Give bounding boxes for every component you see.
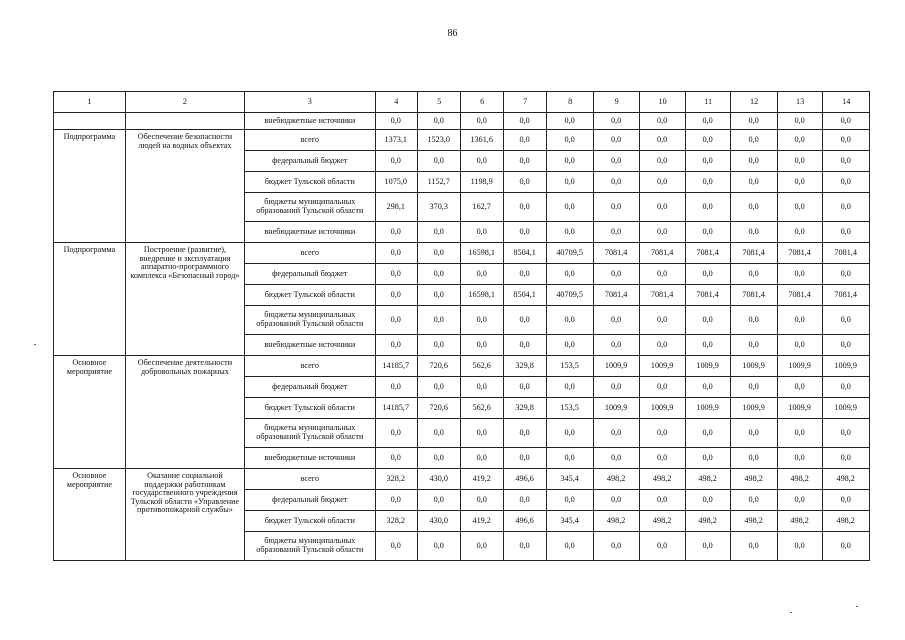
amount-cell: 16598,1 [461, 243, 503, 264]
amount-cell: 0,0 [823, 130, 870, 151]
amount-cell: 720,6 [417, 398, 460, 419]
amount-cell: 0,0 [823, 448, 870, 469]
amount-cell: 40709,5 [547, 285, 594, 306]
amount-cell: 0,0 [547, 448, 594, 469]
amount-cell: 0,0 [503, 151, 546, 172]
amount-cell: 0,0 [823, 151, 870, 172]
amount-cell: 496,6 [503, 469, 546, 490]
measure-type-cell: Основное мероприятие [54, 469, 126, 561]
amount-cell: 0,0 [417, 113, 460, 130]
amount-cell: 0,0 [777, 193, 823, 222]
amount-cell: 0,0 [375, 490, 417, 511]
column-header: 7 [503, 92, 546, 113]
amount-cell: 7081,4 [593, 285, 640, 306]
amount-cell: 0,0 [593, 335, 640, 356]
amount-cell: 329,8 [503, 398, 546, 419]
amount-cell: 0,0 [417, 285, 460, 306]
amount-cell: 0,0 [823, 419, 870, 448]
column-header: 6 [461, 92, 503, 113]
amount-cell: 0,0 [461, 377, 503, 398]
amount-cell: 0,0 [375, 222, 417, 243]
amount-cell: 0,0 [640, 532, 686, 561]
amount-cell: 0,0 [777, 151, 823, 172]
amount-cell: 0,0 [461, 532, 503, 561]
amount-cell: 498,2 [823, 511, 870, 532]
amount-cell: 1152,7 [417, 172, 460, 193]
amount-cell: 430,0 [417, 469, 460, 490]
amount-cell: 14185,7 [375, 356, 417, 377]
amount-cell: 0,0 [685, 130, 731, 151]
amount-cell: 419,2 [461, 469, 503, 490]
column-header: 10 [640, 92, 686, 113]
amount-cell: 0,0 [503, 172, 546, 193]
amount-cell: 0,0 [547, 306, 594, 335]
amount-cell: 0,0 [503, 113, 546, 130]
funding-source-cell: внебюджетные источники [245, 113, 375, 130]
amount-cell: 0,0 [417, 222, 460, 243]
funding-source-cell: федеральный бюджет [245, 151, 375, 172]
funding-source-cell: всего [245, 469, 375, 490]
amount-cell: 430,0 [417, 511, 460, 532]
amount-cell: 8504,1 [503, 285, 546, 306]
amount-cell: 0,0 [640, 448, 686, 469]
amount-cell: 0,0 [461, 490, 503, 511]
scan-speck [34, 344, 36, 345]
funding-source-cell: бюджет Тульской области [245, 172, 375, 193]
amount-cell: 0,0 [640, 222, 686, 243]
funding-source-cell: бюджет Тульской области [245, 398, 375, 419]
amount-cell: 0,0 [731, 193, 778, 222]
amount-cell: 1009,9 [685, 356, 731, 377]
amount-cell: 0,0 [685, 151, 731, 172]
amount-cell: 0,0 [461, 335, 503, 356]
amount-cell: 0,0 [503, 130, 546, 151]
amount-cell: 0,0 [417, 532, 460, 561]
amount-cell: 498,2 [823, 469, 870, 490]
amount-cell: 1361,6 [461, 130, 503, 151]
amount-cell: 7081,4 [685, 285, 731, 306]
funding-source-cell: всего [245, 243, 375, 264]
amount-cell: 0,0 [685, 306, 731, 335]
measure-type-cell: Подпрограмма [54, 130, 126, 243]
amount-cell: 0,0 [503, 490, 546, 511]
budget-table [53, 91, 870, 561]
amount-cell: 329,8 [503, 356, 546, 377]
amount-cell: 0,0 [461, 222, 503, 243]
amount-cell: 0,0 [593, 448, 640, 469]
amount-cell: 0,0 [640, 306, 686, 335]
amount-cell: 1009,9 [823, 356, 870, 377]
amount-cell: 0,0 [823, 113, 870, 130]
amount-cell: 0,0 [777, 222, 823, 243]
amount-cell: 0,0 [731, 448, 778, 469]
funding-source-cell: внебюджетные источники [245, 335, 375, 356]
measure-type-cell: Подпрограмма [54, 243, 126, 356]
amount-cell: 0,0 [685, 264, 731, 285]
amount-cell: 0,0 [823, 377, 870, 398]
amount-cell: 0,0 [685, 113, 731, 130]
amount-cell: 0,0 [547, 335, 594, 356]
amount-cell: 0,0 [777, 306, 823, 335]
amount-cell: 0,0 [823, 306, 870, 335]
amount-cell: 0,0 [593, 306, 640, 335]
amount-cell: 0,0 [823, 222, 870, 243]
amount-cell: 0,0 [375, 335, 417, 356]
amount-cell: 0,0 [685, 222, 731, 243]
table-body [54, 113, 870, 561]
amount-cell: 0,0 [685, 335, 731, 356]
funding-source-cell: всего [245, 356, 375, 377]
amount-cell: 0,0 [823, 264, 870, 285]
funding-source-cell: федеральный бюджет [245, 264, 375, 285]
amount-cell: 0,0 [731, 130, 778, 151]
amount-cell: 0,0 [685, 377, 731, 398]
amount-cell: 0,0 [375, 243, 417, 264]
table-row [54, 356, 870, 377]
amount-cell: 0,0 [685, 419, 731, 448]
amount-cell: 1009,9 [731, 398, 778, 419]
amount-cell: 0,0 [503, 222, 546, 243]
amount-cell: 0,0 [461, 113, 503, 130]
amount-cell: 0,0 [375, 448, 417, 469]
amount-cell: 562,6 [461, 356, 503, 377]
amount-cell: 0,0 [375, 419, 417, 448]
column-header: 1 [54, 92, 126, 113]
table-row [54, 469, 870, 490]
amount-cell: 498,2 [685, 511, 731, 532]
amount-cell: 16598,1 [461, 285, 503, 306]
table-row [54, 113, 870, 130]
amount-cell: 0,0 [640, 264, 686, 285]
column-header: 8 [547, 92, 594, 113]
amount-cell: 0,0 [547, 193, 594, 222]
amount-cell: 40709,5 [547, 243, 594, 264]
amount-cell: 0,0 [640, 377, 686, 398]
amount-cell: 370,3 [417, 193, 460, 222]
amount-cell: 0,0 [461, 419, 503, 448]
amount-cell: 498,2 [731, 511, 778, 532]
amount-cell: 498,2 [777, 469, 823, 490]
amount-cell: 0,0 [417, 335, 460, 356]
amount-cell: 0,0 [777, 448, 823, 469]
amount-cell: 1198,9 [461, 172, 503, 193]
amount-cell: 328,2 [375, 511, 417, 532]
amount-cell: 0,0 [503, 419, 546, 448]
scan-speck [856, 606, 858, 607]
amount-cell: 0,0 [777, 264, 823, 285]
amount-cell: 0,0 [777, 377, 823, 398]
amount-cell: 0,0 [640, 172, 686, 193]
amount-cell: 0,0 [685, 448, 731, 469]
amount-cell: 1075,0 [375, 172, 417, 193]
amount-cell: 0,0 [375, 285, 417, 306]
amount-cell: 8504,1 [503, 243, 546, 264]
amount-cell: 0,0 [503, 532, 546, 561]
amount-cell: 0,0 [593, 193, 640, 222]
amount-cell: 0,0 [503, 377, 546, 398]
amount-cell: 0,0 [777, 113, 823, 130]
amount-cell: 1009,9 [593, 398, 640, 419]
amount-cell: 0,0 [731, 335, 778, 356]
amount-cell: 0,0 [417, 490, 460, 511]
column-header: 14 [823, 92, 870, 113]
amount-cell: 0,0 [593, 172, 640, 193]
amount-cell: 0,0 [731, 419, 778, 448]
amount-cell: 0,0 [417, 419, 460, 448]
amount-cell: 0,0 [547, 490, 594, 511]
amount-cell: 7081,4 [685, 243, 731, 264]
funding-source-cell: федеральный бюджет [245, 490, 375, 511]
column-header: 5 [417, 92, 460, 113]
amount-cell: 14185,7 [375, 398, 417, 419]
amount-cell: 345,4 [547, 511, 594, 532]
amount-cell: 0,0 [777, 490, 823, 511]
amount-cell: 7081,4 [777, 243, 823, 264]
amount-cell: 0,0 [685, 532, 731, 561]
column-header: 9 [593, 92, 640, 113]
amount-cell: 1523,0 [417, 130, 460, 151]
amount-cell: 498,2 [777, 511, 823, 532]
measure-type-cell [54, 113, 126, 130]
amount-cell: 0,0 [731, 172, 778, 193]
table-row [54, 243, 870, 264]
amount-cell: 0,0 [461, 151, 503, 172]
amount-cell: 0,0 [731, 151, 778, 172]
amount-cell: 1373,1 [375, 130, 417, 151]
amount-cell: 0,0 [823, 532, 870, 561]
header-row [54, 92, 870, 113]
amount-cell: 0,0 [593, 222, 640, 243]
column-header: 11 [685, 92, 731, 113]
amount-cell: 0,0 [417, 264, 460, 285]
measure-name-cell: Обеспечение безопасности людей на водных объектах [125, 130, 244, 243]
amount-cell: 0,0 [547, 532, 594, 561]
amount-cell: 0,0 [375, 532, 417, 561]
funding-source-cell: бюджеты муниципальных образований Тульской области [245, 532, 375, 561]
amount-cell: 498,2 [731, 469, 778, 490]
amount-cell: 0,0 [777, 130, 823, 151]
amount-cell: 0,0 [375, 113, 417, 130]
table-row [54, 130, 870, 151]
amount-cell: 0,0 [823, 193, 870, 222]
amount-cell: 153,5 [547, 398, 594, 419]
amount-cell: 419,2 [461, 511, 503, 532]
amount-cell: 0,0 [461, 264, 503, 285]
amount-cell: 1009,9 [823, 398, 870, 419]
amount-cell: 0,0 [593, 377, 640, 398]
amount-cell: 0,0 [503, 448, 546, 469]
amount-cell: 0,0 [731, 532, 778, 561]
amount-cell: 0,0 [503, 193, 546, 222]
amount-cell: 0,0 [731, 377, 778, 398]
amount-cell: 0,0 [503, 306, 546, 335]
amount-cell: 498,2 [640, 469, 686, 490]
amount-cell: 0,0 [503, 335, 546, 356]
amount-cell: 0,0 [685, 172, 731, 193]
amount-cell: 0,0 [777, 532, 823, 561]
amount-cell: 162,7 [461, 193, 503, 222]
amount-cell: 498,2 [685, 469, 731, 490]
amount-cell: 0,0 [547, 419, 594, 448]
column-header: 3 [245, 92, 375, 113]
amount-cell: 0,0 [640, 113, 686, 130]
amount-cell: 0,0 [461, 448, 503, 469]
amount-cell: 1009,9 [731, 356, 778, 377]
amount-cell: 0,0 [640, 151, 686, 172]
amount-cell: 0,0 [547, 377, 594, 398]
amount-cell: 298,1 [375, 193, 417, 222]
amount-cell: 0,0 [823, 172, 870, 193]
amount-cell: 0,0 [777, 172, 823, 193]
funding-source-cell: бюджет Тульской области [245, 511, 375, 532]
amount-cell: 0,0 [731, 490, 778, 511]
amount-cell: 0,0 [417, 151, 460, 172]
funding-source-cell: бюджеты муниципальных образований Тульской области [245, 193, 375, 222]
amount-cell: 0,0 [417, 243, 460, 264]
amount-cell: 0,0 [640, 419, 686, 448]
amount-cell: 0,0 [640, 335, 686, 356]
amount-cell: 0,0 [593, 490, 640, 511]
amount-cell: 0,0 [547, 113, 594, 130]
amount-cell: 0,0 [823, 490, 870, 511]
amount-cell: 1009,9 [685, 398, 731, 419]
measure-type-cell: Основное мероприятие [54, 356, 126, 469]
amount-cell: 0,0 [593, 113, 640, 130]
amount-cell: 0,0 [593, 532, 640, 561]
amount-cell: 1009,9 [777, 398, 823, 419]
amount-cell: 498,2 [640, 511, 686, 532]
amount-cell: 1009,9 [640, 356, 686, 377]
measure-name-cell: Оказание социальной поддержки работникам государственного учреждения Тульской области «Управление противопожарной службы» [125, 469, 244, 561]
funding-source-cell: всего [245, 130, 375, 151]
amount-cell: 7081,4 [823, 285, 870, 306]
amount-cell: 0,0 [547, 264, 594, 285]
amount-cell: 7081,4 [640, 243, 686, 264]
funding-source-cell: внебюджетные источники [245, 222, 375, 243]
funding-source-cell: бюджеты муниципальных образований Тульской области [245, 419, 375, 448]
amount-cell: 0,0 [731, 306, 778, 335]
amount-cell: 0,0 [777, 335, 823, 356]
amount-cell: 562,6 [461, 398, 503, 419]
amount-cell: 7081,4 [640, 285, 686, 306]
amount-cell: 1009,9 [593, 356, 640, 377]
amount-cell: 0,0 [685, 193, 731, 222]
amount-cell: 0,0 [547, 172, 594, 193]
amount-cell: 7081,4 [731, 285, 778, 306]
column-header: 13 [777, 92, 823, 113]
amount-cell: 0,0 [593, 130, 640, 151]
amount-cell: 0,0 [461, 306, 503, 335]
amount-cell: 0,0 [640, 193, 686, 222]
amount-cell: 0,0 [547, 130, 594, 151]
column-header: 2 [125, 92, 244, 113]
column-header: 12 [731, 92, 778, 113]
amount-cell: 0,0 [593, 151, 640, 172]
amount-cell: 153,5 [547, 356, 594, 377]
amount-cell: 0,0 [417, 377, 460, 398]
amount-cell: 0,0 [547, 222, 594, 243]
measure-name-cell [125, 113, 244, 130]
measure-name-cell: Обеспечение деятельности добровольных пожарных [125, 356, 244, 469]
amount-cell: 0,0 [640, 130, 686, 151]
amount-cell: 496,6 [503, 511, 546, 532]
amount-cell: 0,0 [731, 264, 778, 285]
amount-cell: 0,0 [593, 419, 640, 448]
amount-cell: 0,0 [503, 264, 546, 285]
column-header: 4 [375, 92, 417, 113]
amount-cell: 0,0 [375, 264, 417, 285]
amount-cell: 7081,4 [823, 243, 870, 264]
amount-cell: 1009,9 [777, 356, 823, 377]
amount-cell: 498,2 [593, 511, 640, 532]
amount-cell: 0,0 [777, 419, 823, 448]
amount-cell: 1009,9 [640, 398, 686, 419]
page-number: 86 [447, 28, 458, 39]
amount-cell: 0,0 [417, 448, 460, 469]
amount-cell: 0,0 [823, 335, 870, 356]
amount-cell: 0,0 [375, 306, 417, 335]
amount-cell: 720,6 [417, 356, 460, 377]
amount-cell: 0,0 [593, 264, 640, 285]
funding-source-cell: бюджет Тульской области [245, 285, 375, 306]
funding-source-cell: бюджеты муниципальных образований Тульской области [245, 306, 375, 335]
amount-cell: 7081,4 [593, 243, 640, 264]
amount-cell: 0,0 [640, 490, 686, 511]
amount-cell: 0,0 [731, 113, 778, 130]
measure-name-cell: Построение (развитие), внедрение и эксплуатация аппаратно-программного комплекса «Безопасный город» [125, 243, 244, 356]
amount-cell: 328,2 [375, 469, 417, 490]
funding-source-cell: внебюджетные источники [245, 448, 375, 469]
funding-source-cell: федеральный бюджет [245, 377, 375, 398]
amount-cell: 0,0 [375, 151, 417, 172]
amount-cell: 0,0 [547, 151, 594, 172]
scan-speck [790, 612, 792, 613]
amount-cell: 345,4 [547, 469, 594, 490]
amount-cell: 0,0 [685, 490, 731, 511]
amount-cell: 0,0 [417, 306, 460, 335]
amount-cell: 0,0 [375, 377, 417, 398]
amount-cell: 0,0 [731, 222, 778, 243]
amount-cell: 7081,4 [777, 285, 823, 306]
amount-cell: 7081,4 [731, 243, 778, 264]
amount-cell: 498,2 [593, 469, 640, 490]
